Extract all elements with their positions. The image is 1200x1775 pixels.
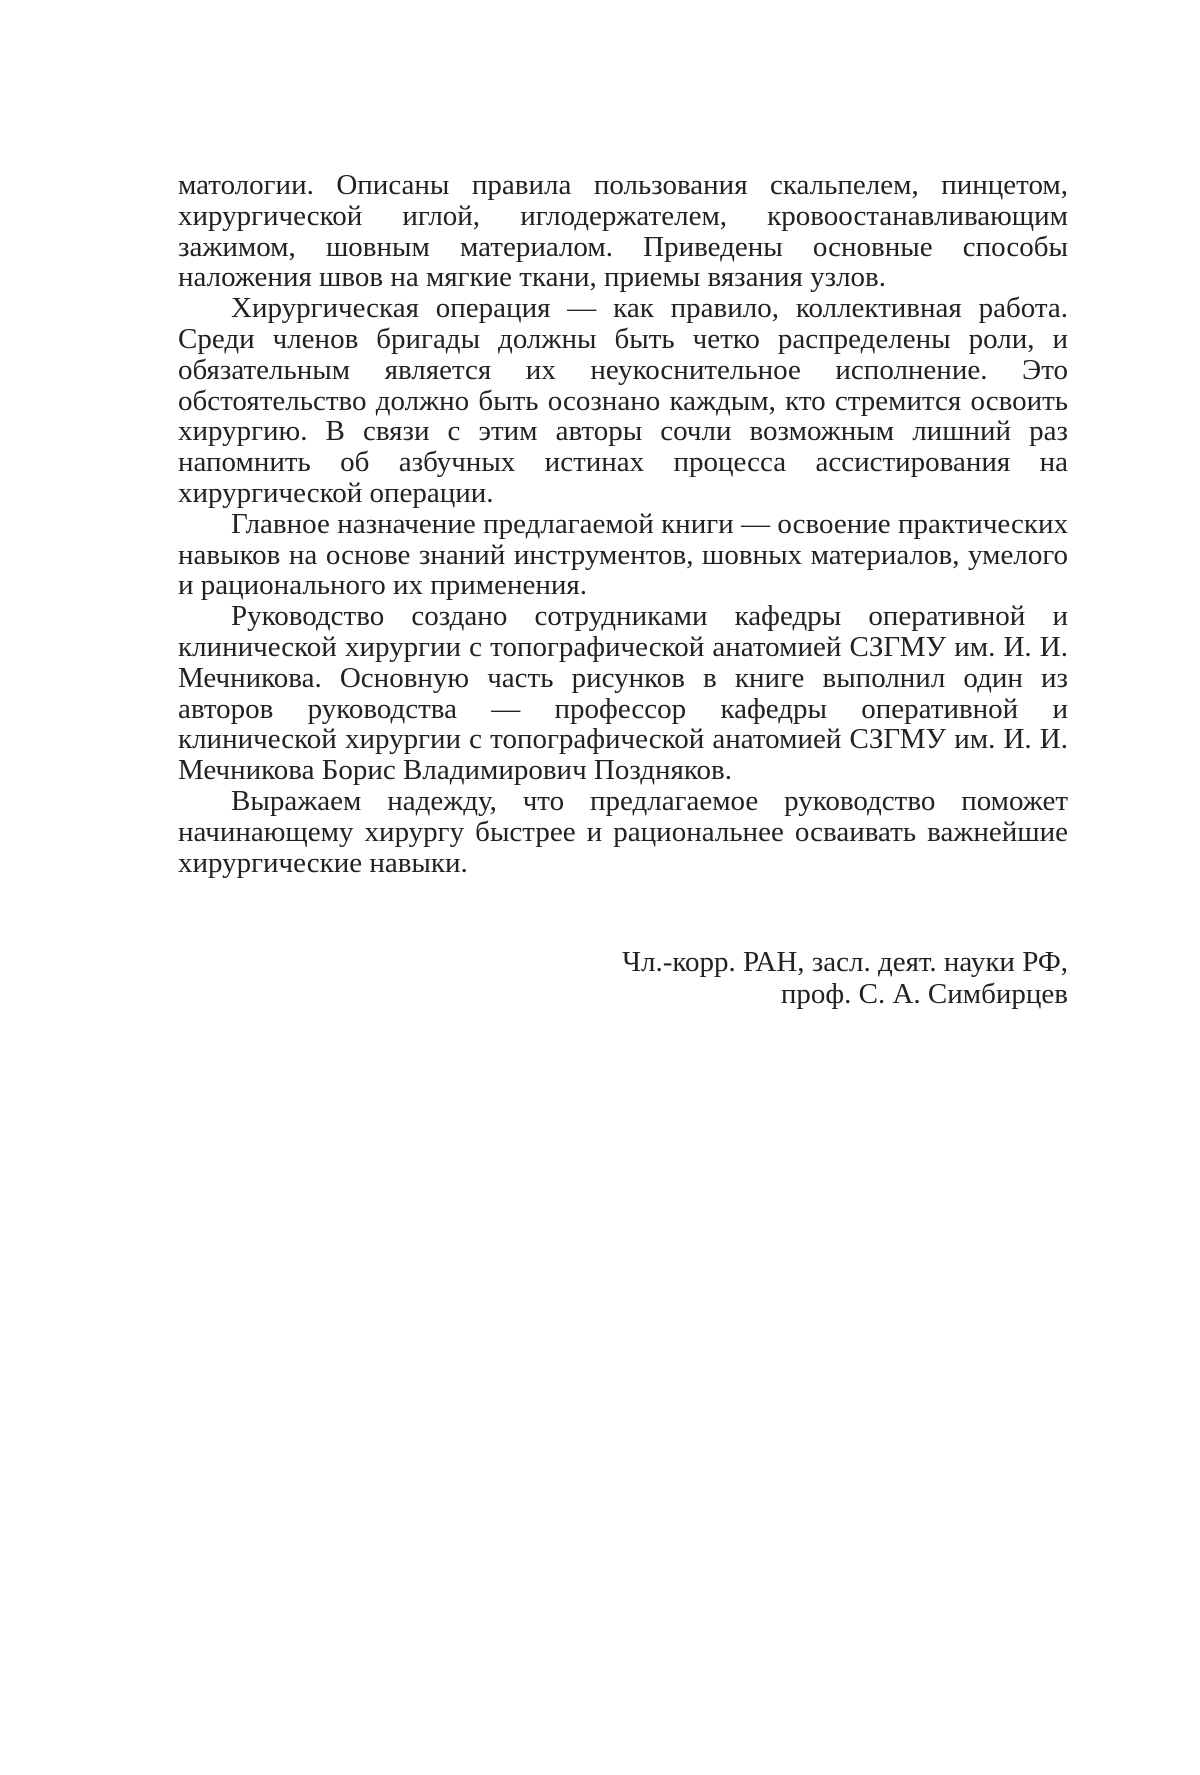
paragraph-4: Руководство создано сотрудниками кафедры оперативной и клинической хирургии с топографической анатомией СЗГМУ им. И. И. Мечникова. Основную часть рисунков в книге выполнил один из авторов руководства — профессор кафедры оперативной и клинической хирургии с топографической анатомией СЗГМУ им. И. И. Мечникова Борис Владимирович Поздняков. bbox=[178, 600, 1068, 787]
paragraph-3: Главное назначение предлагаемой книги — освоение практических навыков на основе знаний инструментов, шовных материалов, умелого и рационального их применения. bbox=[178, 507, 1068, 602]
body-text bbox=[178, 170, 1068, 878]
signature-title-line: Чл.-корр. РАН, засл. деят. науки РФ, bbox=[622, 946, 1068, 978]
paragraph-5: Выражаем надежду, что предлагаемое руководство поможет начинающему хирургу быстрее и рациональнее осваивать важнейшие хирургические навыки. bbox=[178, 784, 1068, 879]
signature-block bbox=[178, 946, 1068, 1010]
paragraph-1: матологии. Описаны правила пользования скальпелем, пинцетом, хирургической иглой, иглодержателем, кровоостанавливающим зажимом, шовным материалом. Приведены основные способы наложения швов на мягкие ткани, приемы вязания узлов. bbox=[178, 169, 1068, 294]
paragraph-2: Хирургическая операция — как правило, коллективная работа. Среди членов бригады должны быть четко распределены роли, и обязательным является их неукоснительное исполнение. Это обстоятельство должно быть осознано каждым, кто стремится освоить хирургию. В связи с этим авторы сочли возможным лишний раз напомнить об азбучных истинах процесса ассистирования на хирургической операции. bbox=[178, 292, 1068, 509]
signature-name-line: проф. С. А. Симбирцев bbox=[780, 978, 1068, 1010]
